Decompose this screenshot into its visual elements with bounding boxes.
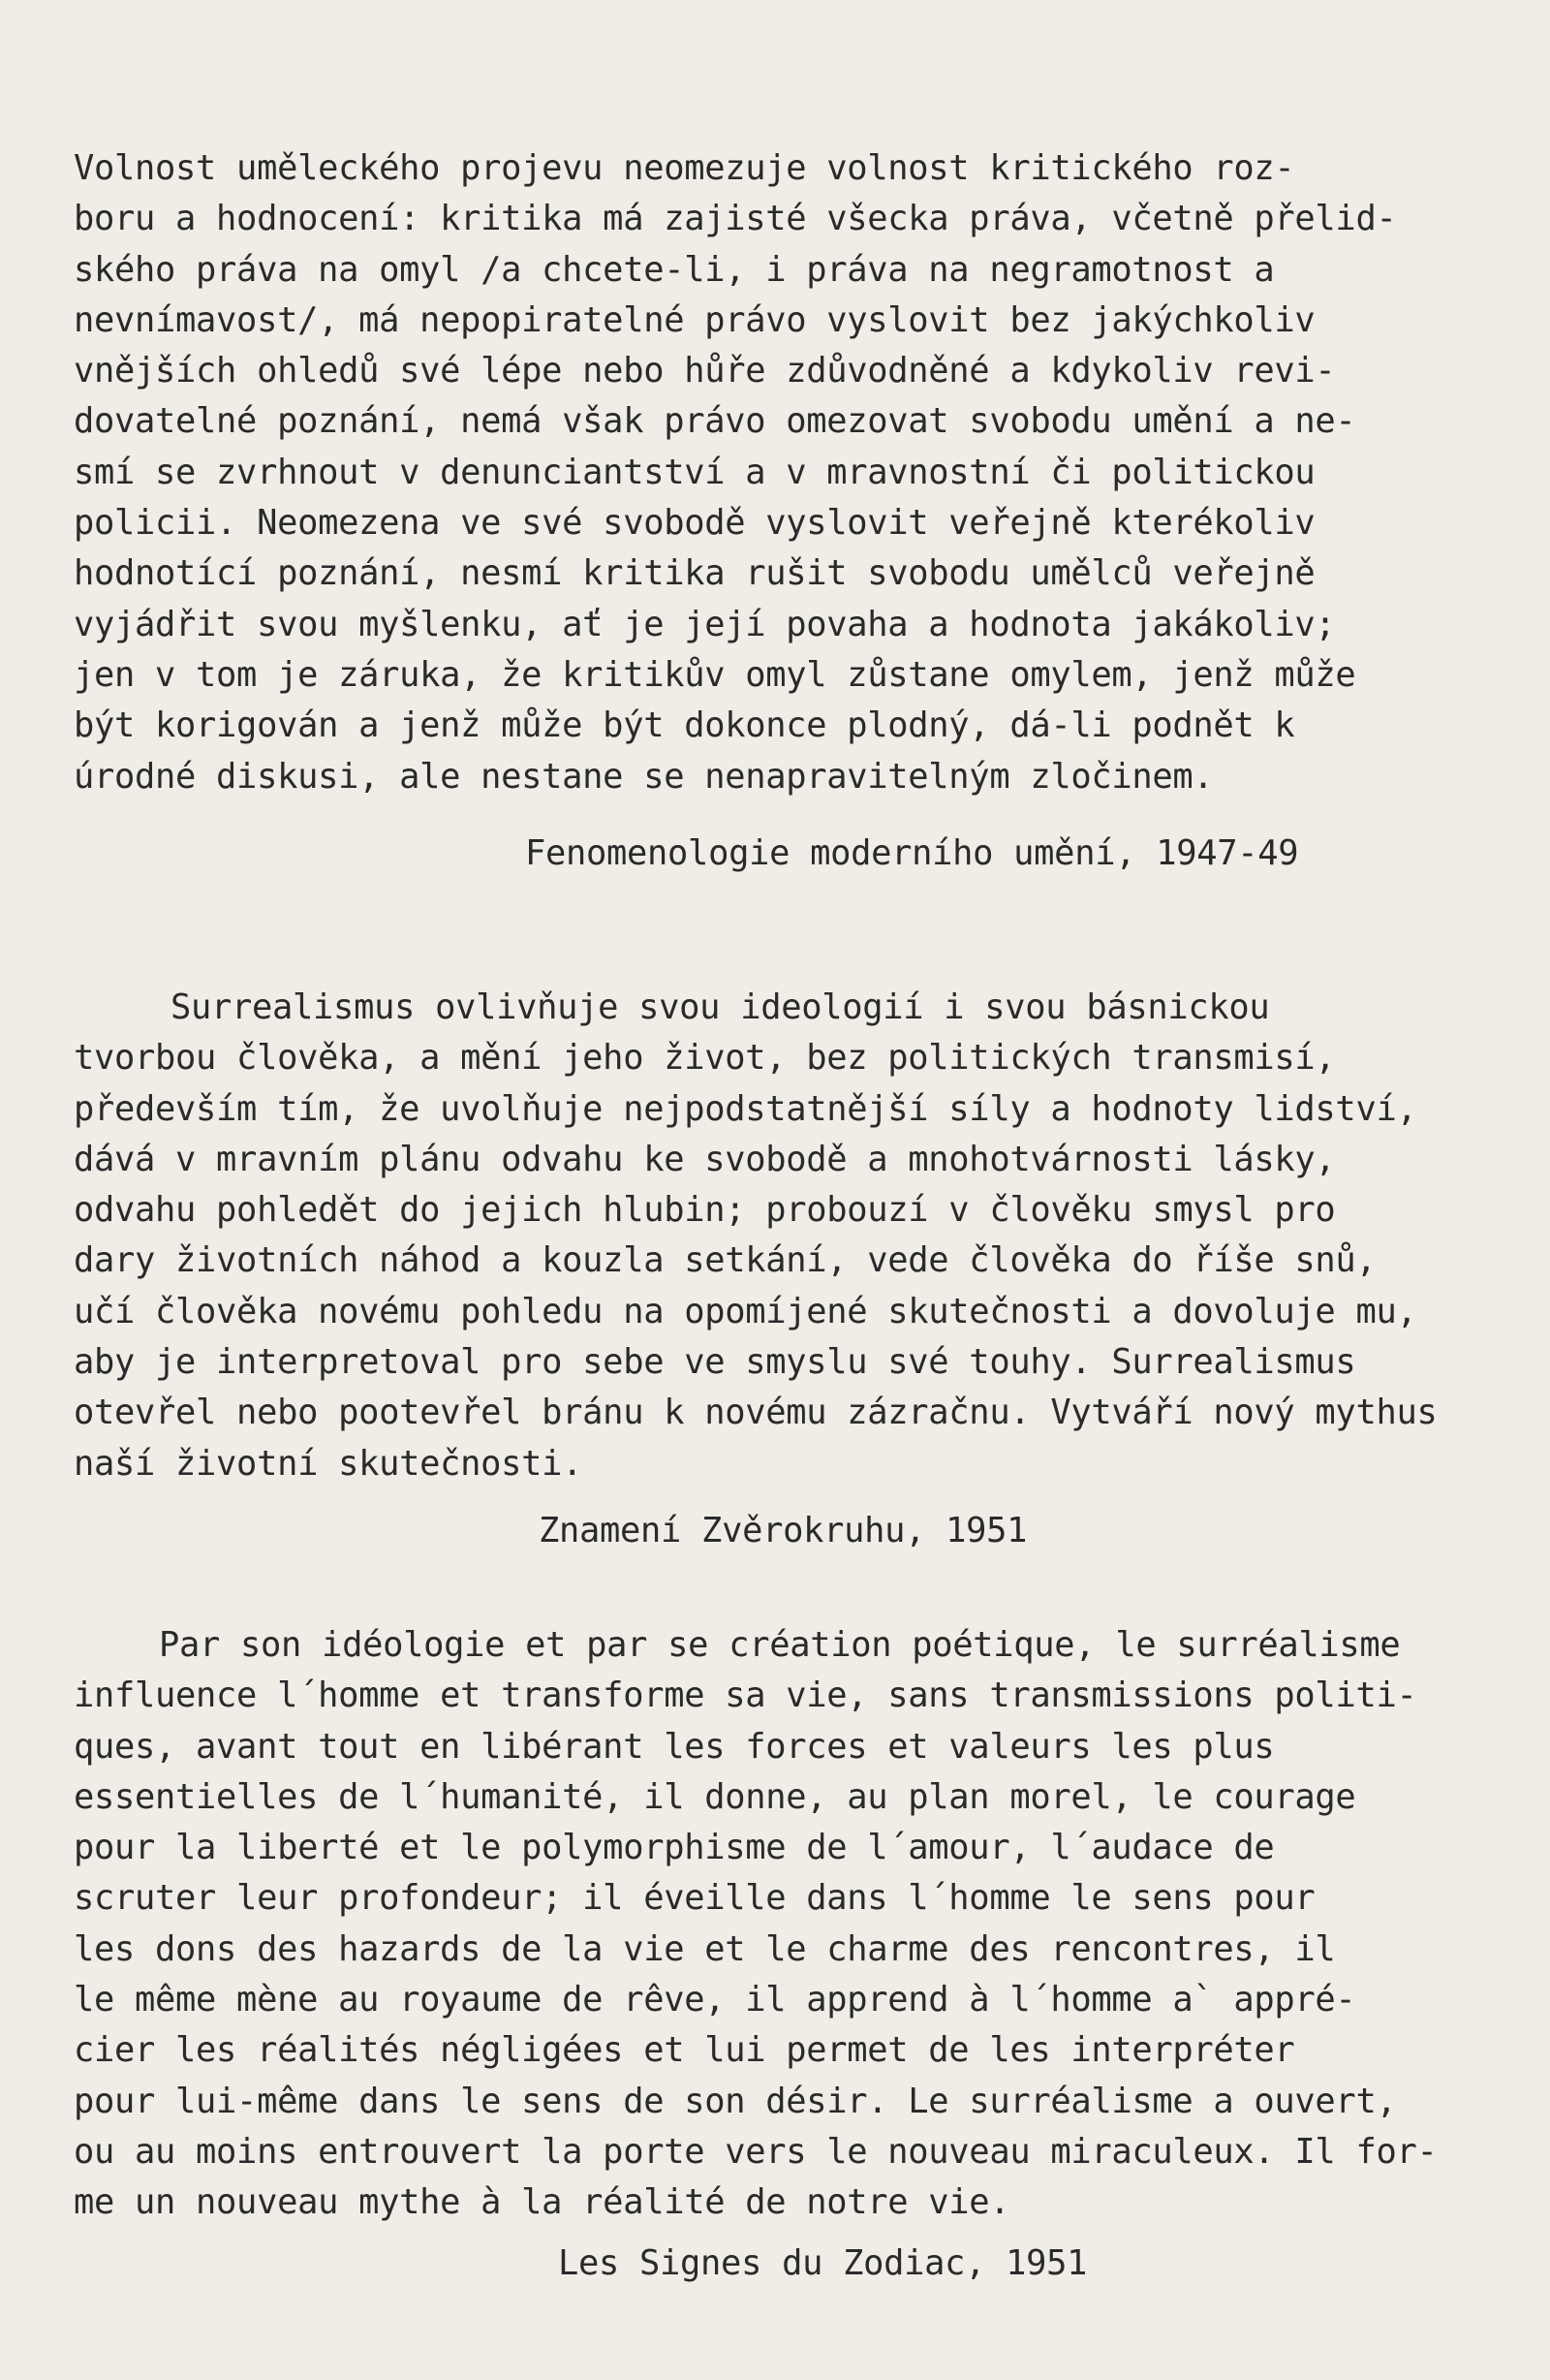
text-line: dává v mravním plánu odvahu ke svobodě a mnohotvárnosti lásky, bbox=[74, 1139, 1336, 1179]
czech-passage-criticism bbox=[74, 143, 1498, 802]
text-line: essentielles de l´humanité, il donne, au plan morel, le courage bbox=[74, 1776, 1356, 1817]
text-line: scruter leur profondeur; il éveille dans l´homme le sens pour bbox=[74, 1878, 1316, 1919]
text-line: influence l´homme et transforme sa vie, sans transmissions politi- bbox=[74, 1675, 1417, 1716]
text-line: me un nouveau mythe à la réalité de notre vie. bbox=[74, 2182, 1010, 2223]
text-line: úrodné diskusi, ale nestane se nenapravitelným zločinem. bbox=[74, 756, 1214, 797]
text-line: Par son idéologie et par se création poétique, le surréalisme bbox=[159, 1625, 1401, 1665]
text-line: le même mène au royaume de rêve, il apprend à l´homme a` appré- bbox=[74, 1980, 1356, 2020]
text-line: vnějších ohledů své lépe nebo hůře zdůvodněné a kdykoliv revi- bbox=[74, 351, 1336, 391]
french-passage-surrealism bbox=[74, 1620, 1498, 2229]
text-line: les dons des hazards de la vie et le charme des rencontres, il bbox=[74, 1928, 1336, 1969]
text-line: dary životních náhod a kouzla setkání, vede člověka do říše snů, bbox=[74, 1240, 1377, 1281]
text-line: jen v tom je záruka, že kritikův omyl zůstane omylem, jenž může bbox=[74, 654, 1356, 695]
text-line: pour lui-même dans le sens de son désir. Le surréalisme a ouvert, bbox=[74, 2081, 1397, 2121]
text-line: odvahu pohledět do jejich hlubin; probouzí v člověku smysl pro bbox=[74, 1190, 1336, 1231]
text-line: nevnímavost/, má nepopiratelné právo vyslovit bez jakýchkoliv bbox=[74, 299, 1316, 340]
text-line: cier les réalités négligées et lui permet de les interpréter bbox=[74, 2030, 1295, 2071]
text-line: Surrealismus ovlivňuje svou ideologií i svou básnickou bbox=[170, 987, 1270, 1027]
text-line: policii. Neomezena ve své svobodě vyslovit veřejně kterékoliv bbox=[74, 503, 1316, 544]
text-line: být korigován a jenž může být dokonce plodný, dá-li podnět k bbox=[74, 705, 1295, 746]
text-line: dovatelné poznání, nemá však právo omezovat svobodu umění a ne- bbox=[74, 401, 1356, 442]
text-line: ques, avant tout en libérant les forces et valeurs les plus bbox=[74, 1726, 1275, 1767]
source-citation: Znamení Zvěrokruhu, 1951 bbox=[539, 1511, 1028, 1550]
text-line: smí se zvrhnout v denunciantství a v mravnostní či politickou bbox=[74, 452, 1316, 492]
text-line: vyjádřit svou myšlenku, ať je její povaha a hodnota jakákoliv; bbox=[74, 604, 1336, 644]
text-line: otevřel nebo pootevřel bránu k novému zázračnu. Vytváří nový mythus bbox=[74, 1393, 1438, 1433]
text-line: boru a hodnocení: kritika má zajisté všecka práva, včetně přelid- bbox=[74, 199, 1397, 239]
source-citation: Les Signes du Zodiac, 1951 bbox=[558, 2243, 1088, 2283]
czech-passage-surrealism bbox=[74, 983, 1498, 1489]
text-line: hodnotící poznání, nesmí kritika rušit svobodu umělců veřejně bbox=[74, 553, 1316, 594]
text-line: především tím, že uvolňuje nejpodstatnější síly a hodnoty lidství, bbox=[74, 1088, 1417, 1129]
text-line: pour la liberté et le polymorphisme de l´amour, l´audace de bbox=[74, 1828, 1275, 1868]
source-citation: Fenomenologie moderního umění, 1947-49 bbox=[525, 833, 1299, 873]
text-line: naší životní skutečnosti. bbox=[74, 1443, 583, 1484]
text-line: Volnost uměleckého projevu neomezuje volnost kritického roz- bbox=[74, 148, 1295, 188]
text-line: ou au moins entrouvert la porte vers le nouveau miraculeux. Il for- bbox=[74, 2131, 1438, 2172]
text-line: aby je interpretoval pro sebe ve smyslu své touhy. Surrealismus bbox=[74, 1342, 1356, 1383]
text-line: ského práva na omyl /a chcete-li, i práva na negramotnost a bbox=[74, 249, 1275, 290]
text-line: učí člověka novému pohledu na opomíjené skutečnosti a dovoluje mu, bbox=[74, 1291, 1417, 1331]
text-line: tvorbou člověka, a mění jeho život, bez politických transmisí, bbox=[74, 1038, 1336, 1079]
